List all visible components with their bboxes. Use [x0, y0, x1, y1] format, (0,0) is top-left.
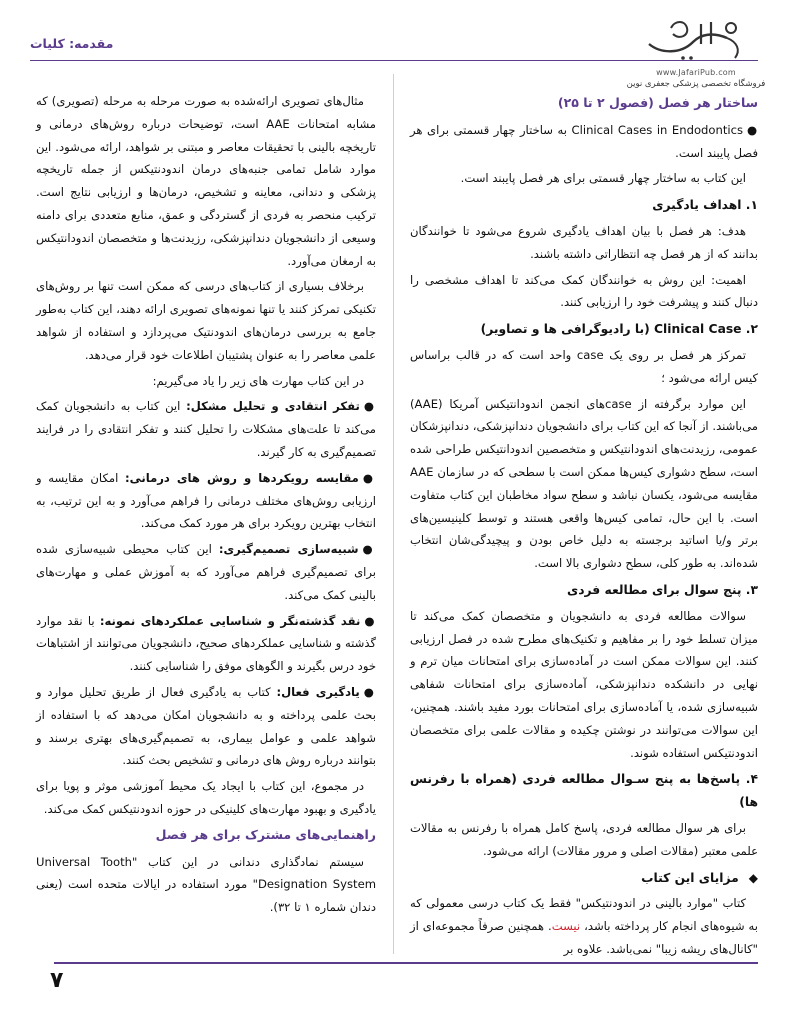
paragraph: این موارد برگرفته از caseهای انجمن اندودانتیکس آمریکا (AAE) می‌باشند. از آنجا که این کتاب برای دانشجویان دندانپزشکی، دندانپزشکان عمومی، رزیدنت‌های اندودانتیکس و متخصصین اندودانتیکس طراحی شده است، سطح دشواری کیس‌ها ممکن است با سطحی که در سازمان AAE مقایسه می‌شود، یکسان نباشد و سطح سواد مخاطبان این کتاب متفاوت است. با این حال، تمامی کیس‌ها واقعی هستند و توسط کلینیسین‌های برتر و/یا اساتید برجسته به دلیل خاص بودن و پیچیدگی‌شان انتخاب شده‌اند. به طور کلی، سطح دشواری بالا است.: [410, 396, 758, 571]
header-rule: [30, 60, 758, 61]
skill-bullet: ●یادگیری فعال: کتاب به یادگیری فعال از طریق تحلیل موارد و بحث علمی پرداخته و به دانشجویان امکان می‌دهد که با استفاده از شواهد علمی و عوامل بیماری، به تصمیم‌گیری‌های بهتری برسند و بتوانند درباره روش های درمانی و تشخیص بحث کنند.: [36, 684, 376, 768]
logo-mark-icon: [641, 14, 751, 66]
paragraph: برای هر سوال مطالعه فردی، پاسخ کامل همراه با رفرنس به مقالات علمی معتبر (مقالات اصلی و مرور مقالات) ارائه می‌شود.: [410, 820, 758, 858]
column-divider: [393, 74, 394, 954]
logo-url: www.JafariPub.com: [656, 68, 736, 77]
bullet-icon: ●: [747, 122, 759, 137]
bullet-icon: ●: [363, 684, 376, 699]
paragraph: در مجموع، این کتاب با ایجاد یک محیط آموزشی موثر و پویا برای یادگیری و بهبود مهارت‌های کلینیکی در حوزه اندودنتیکس کمک می‌کند.: [36, 779, 376, 816]
paragraph: برخلاف بسیاری از کتاب‌های درسی که ممکن است تنها بر روش‌های تکنیکی تمرکز کنند یا تنها نمونه‌های تصویری ارائه دهند، این کتاب به‌طور جامع به بررسی درمان‌های اندودنتیک می‌پردازد و استفاده از شواهد علمی معاصر را به عنوان پشتیبان اطلاعات خود قرار می‌دهد.: [36, 279, 376, 362]
paragraph: این کتاب به ساختار چهار قسمتی برای هر فصل پایبند است.: [460, 171, 746, 186]
logo-store-name: فروشگاه تخصصی پزشکی جعفری نوین: [626, 79, 766, 89]
skill-bullet: ●تفکر انتقادی و تحلیل مشکل: این کتاب به دانشجویان کمک می‌کند تا علت‌های مشکلات را تحلیل کنند و تفکر انتقادی را در فرایند تصمیم‌گیری به کار گیرند.: [36, 399, 377, 459]
skill-bullet: ●شبیه‌سازی تصمیم‌گیری: این کتاب محیطی شبیه‌سازی شده برای تصمیم‌گیری فراهم می‌آورد که به آموزش عملی و مهارت‌های بالینی کمک می‌کند.: [36, 542, 376, 602]
paragraph: کتاب "موارد بالینی در اندودنتیکس" فقط یک کتاب درسی معمولی که به شیوه‌های انجام کار پرداخته باشد، نیست. همچنین صرفاً مجموعه‌ای از "کانال‌های ریشه زیبا" نمی‌باشد. علاوه بر: [410, 896, 758, 956]
skill-bullet: ●مقایسه رویکردها و روش های درمانی: امکان مقایسه و ارزیابی روش‌های مختلف درمانی را فراهم می‌آورد و به این ترتیب، به انتخاب بهترین رویکرد برای هر مورد کمک می‌کند.: [36, 470, 376, 531]
skill-bullet: ●نقد گذشته‌نگر و شناسایی عملکردهای نمونه: با نقد موارد گذشته و شناسایی عملکردهای صحیح، دانشجویان می‌توانند از اشتباهات خود درس بگیرند و الگوهای موفق را شناسایی کنند.: [36, 613, 376, 674]
bullet-icon: ●: [362, 470, 376, 485]
page-number: ۷: [50, 968, 64, 993]
paragraph: تمرکز هر فصل بر روی یک case واحد است که در قالب براساس کیس ارائه می‌شود ؛: [410, 347, 758, 385]
publisher-logo: [626, 14, 766, 100]
heading-guidelines: راهنمایی‌های مشترک برای هر فصل: [155, 826, 376, 842]
heading-clinical-case: ۲. Clinical Case (با رادیوگرافی ها و تصاویر): [480, 322, 758, 337]
bullet-icon: ●: [363, 399, 377, 414]
highlight-word: نیست: [551, 919, 581, 934]
diamond-icon: ◆: [748, 870, 758, 885]
heading-structure: ساختار هر فصل (فصول ۲ تا ۲۵): [557, 95, 758, 110]
paragraph: سوالات مطالعه فردی به دانشجویان و متخصصان کمک می‌کند تا میزان تسلط خود را بر مفاهیم و تکنیک‌های مطرح شده در فصل ارزیابی کنند. این سوالات ممکن است در آماده‌سازی برای امتحانات میان ترم و نهایی در دانشکده دندانپزشکی، آماده‌سازی برای امتحانات شفاهی شبیه‌سازی شده، یا آماده‌سازی برای امتحانات بورد مفید باشند. همچنین، این سوالات می‌توانند در نوشتن چکیده و مقالات علمی برای متخصصان اندودنتیکس استفاده شوند.: [410, 608, 758, 760]
section-title: مقدمه: کلیات: [30, 36, 114, 51]
paragraph: سیستم نمادگذاری دندانی در این کتاب "Universal Tooth Designation System" مورد استفاده در ایالات متحده است (یعنی دندان شماره ۱ تا ۳۲).: [36, 854, 376, 915]
heading-objectives: ۱. اهداف یادگیری: [652, 198, 758, 213]
heading-questions: ۳. پنج سوال برای مطالعه فردی: [566, 582, 758, 597]
heading-advantages: ◆مزایای این کتاب: [410, 867, 758, 890]
right-column: [410, 90, 758, 964]
paragraph: مثال‌های تصویری ارائه‌شده به صورت مرحله به مرحله (تصویری) که مشابه امتحانات AAE است، توضیحات درباره روش‌های درمانی و تاریخچه بالینی با تحقیقات معاصر و مبتنی بر شواهد، ارائه می‌شود. این موارد شامل تمامی جنبه‌های درمان اندودنتیکس از جمله تاریخچه پزشکی و دندانی، معاینه و تشخیص، درمان‌ها و ارزیابی نتایج است. ترکیب منحصر به فردی از گستردگی و عمق، منابع متعددی برای دامنه وسیعی از دانشجویان دندانپزشکی، رزیدنت‌ها و متخصصان اندودانتیکس به ارمغان می‌آورد.: [36, 94, 376, 268]
structure-bullet: ●Clinical Cases in Endodontics به ساختار چهار قسمتی برای هر فصل پایبند است.: [410, 122, 759, 160]
bullet-icon: ●: [364, 613, 376, 628]
paragraph: در این کتاب مهارت های زیر را یاد می‌گیریم:: [152, 373, 364, 388]
paragraph: اهمیت: این روش به خوانندگان کمک می‌کند تا اهداف مشخصی را دنبال کنند و پیشرفت خود را ارزیابی کنند.: [410, 272, 758, 310]
left-column: [36, 90, 376, 922]
paragraph: هدف: هر فصل با بیان اهداف یادگیری شروع می‌شود تا خوانندگان بدانند که از هر فصل چه انتظاراتی داشته باشند.: [410, 223, 758, 261]
footer-rule: [54, 962, 758, 964]
bullet-icon: ●: [362, 542, 376, 557]
heading-answers: ۴. پاسخ‌ها به پنج سـوال مطالعه فردی (همراه با رفرنس ها): [410, 772, 758, 810]
